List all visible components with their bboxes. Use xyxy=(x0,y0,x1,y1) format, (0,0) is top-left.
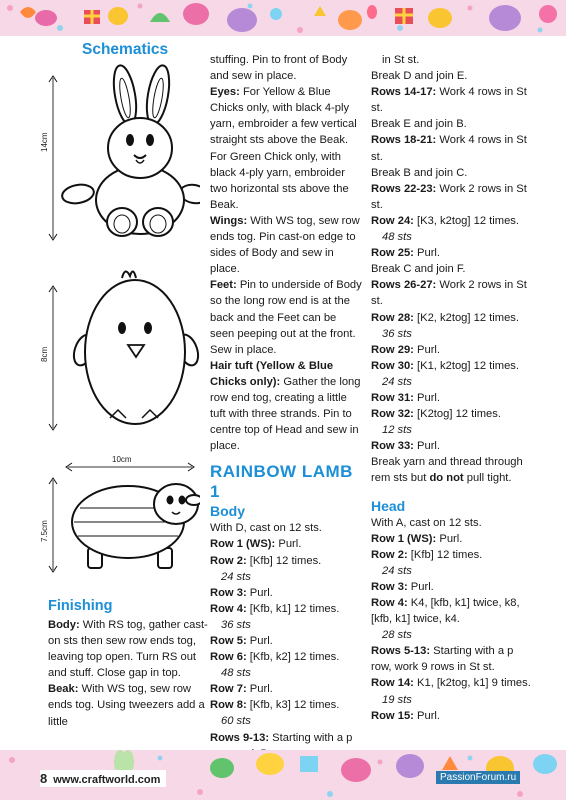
head-row-label: Row 2: xyxy=(371,548,408,561)
instruction-paragraph-label: Wings: xyxy=(210,214,248,227)
head-row-label: Row 3: xyxy=(371,580,408,593)
lamb-schematic xyxy=(49,463,200,572)
head-row-text: Purl. xyxy=(407,580,434,593)
body-row xyxy=(371,310,531,326)
body-row-label: Rows 26-27: xyxy=(371,279,437,292)
body-row xyxy=(371,165,531,181)
instruction-paragraph xyxy=(210,358,362,455)
body-row-label: Row 7: xyxy=(210,683,247,696)
finishing-heading: Finishing xyxy=(48,598,113,614)
body-row-text: [K3, k2tog] 12 times. xyxy=(413,214,519,227)
stitch-count xyxy=(371,229,531,245)
stitch-count-value: 48 sts xyxy=(221,667,251,680)
lamb-body-continued xyxy=(371,52,531,487)
head-row xyxy=(371,579,531,595)
stitch-count xyxy=(371,627,531,643)
body-row-label: Row 6: xyxy=(210,651,247,664)
stitch-count-value: 24 sts xyxy=(221,570,251,583)
instruction-paragraph-label: Eyes: xyxy=(210,86,240,99)
body-row xyxy=(210,633,362,649)
body-row xyxy=(210,553,362,569)
head-row xyxy=(371,675,531,691)
body-row-text: Purl. xyxy=(413,247,441,260)
head-row-label: Row 4: xyxy=(371,597,408,609)
body-row-label: Row 5: xyxy=(210,635,247,647)
instruction-paragraph-text: For Yellow & Blue Chicks only, with black 4-ply yarn, embroider a few vertical straight sts above the Beak. For Green Chick only, with black 4-ply yarn, embroider two horizontal sts above the Beak. xyxy=(210,86,357,211)
body-row-text: Break D and join E. xyxy=(371,70,468,83)
body-row-text: [K2tog] 12 times. xyxy=(413,408,501,421)
head-row-text: K1, [k2tog, k1] 9 times. xyxy=(413,677,531,690)
body-row-label: Row 24: xyxy=(371,214,414,227)
schematics-heading: Schematics xyxy=(82,41,169,58)
body-row-text: [Kfb, k2] 12 times. xyxy=(246,651,340,664)
body-row-text: Break yarn and thread through rem sts but xyxy=(371,456,523,485)
instructions-column-3 xyxy=(371,52,531,724)
finishing-paragraph xyxy=(48,681,208,729)
schematics-illustrations xyxy=(30,60,200,580)
body-row-label: Row 1 (WS): xyxy=(210,538,276,551)
body-row xyxy=(371,277,531,309)
body-row-label: Row 31: xyxy=(371,391,414,404)
lamb-height-label: 7.5cm xyxy=(40,520,49,542)
head-row-text: [Kfb] 12 times. xyxy=(407,548,483,561)
body-row-text: Work 2 rows in St st. xyxy=(371,279,527,308)
nursery-pattern-illustration xyxy=(0,0,566,36)
head-row-text: Starting with a p row, work 9 rows in St st. xyxy=(371,645,514,674)
finishing-paragraph-text: With RS tog, gather cast-on sts then sew row ends tog, leaving top open. Turn RS out and stuff. Close gap in top. xyxy=(48,619,208,680)
head-row xyxy=(371,708,531,724)
body-row xyxy=(371,261,531,277)
stitch-count xyxy=(371,422,531,438)
body-row xyxy=(371,84,531,116)
body-row-text: [K2, k2tog] 12 times. xyxy=(413,311,519,324)
body-row-label: Row 4: xyxy=(210,602,247,615)
body-row xyxy=(210,681,362,697)
head-row xyxy=(371,531,531,547)
head-row-text: Purl. xyxy=(436,532,463,545)
instruction-paragraph xyxy=(210,84,362,213)
body-row-label: Row 33: xyxy=(371,440,414,453)
body-row-label: Rows 22-23: xyxy=(371,182,437,195)
stitch-count xyxy=(371,692,531,708)
instruction-paragraph-text: With WS tog, sew row ends tog. Pin cast-on edge to sides of Body and sew in place. xyxy=(210,214,360,276)
stitch-count-value: 19 sts xyxy=(382,693,412,706)
body-row-label: Row 2: xyxy=(210,554,247,567)
body-row xyxy=(371,213,531,229)
body-row-text: Purl. xyxy=(413,391,441,404)
body-row-text: Break B and join C. xyxy=(371,166,468,179)
instructions-column-2 xyxy=(210,52,362,762)
body-row-label: Rows 14-17: xyxy=(371,86,437,99)
lamb-head-instructions xyxy=(371,515,531,724)
body-row-text: Break C and join F. xyxy=(371,263,466,276)
body-row-text: [Kfb] 12 times. xyxy=(246,554,322,567)
body-row xyxy=(210,649,362,665)
body-row-text: Starting with a p xyxy=(272,731,353,744)
body-row-label: Row 30: xyxy=(371,359,414,372)
instruction-paragraph-label: Feet: xyxy=(210,279,237,292)
bunny-height-label: 14cm xyxy=(40,132,49,152)
body-row-text: Purl. xyxy=(246,586,273,599)
watermark: PassionForum.ru xyxy=(436,771,520,784)
stitch-count-value: 48 sts xyxy=(382,231,412,244)
body-intro: With D, cast on 12 sts. xyxy=(210,522,322,535)
body-row xyxy=(371,390,531,406)
page-footer xyxy=(40,770,166,787)
stitch-count-value: 28 sts xyxy=(382,629,412,642)
body-row-label: Rows 9-13: xyxy=(210,731,270,744)
stitch-count xyxy=(210,713,362,729)
stitch-count-value: 12 sts xyxy=(382,424,412,437)
body-row-text: Break E and join B. xyxy=(371,118,467,131)
body-row-text: Purl. xyxy=(275,538,302,551)
body-row-label: Rows 18-21: xyxy=(371,134,437,147)
lamb-body-instructions xyxy=(210,520,362,761)
body-row-label: Row 3: xyxy=(210,586,247,599)
stitch-count-value: 36 sts xyxy=(221,618,251,631)
body-row xyxy=(210,536,362,552)
head-row-text: Purl. xyxy=(413,709,441,722)
instruction-paragraph-text: stuffing. Pin to front of Body and sew in place. xyxy=(210,54,348,83)
body-row-text: Purl. xyxy=(413,343,441,356)
chick-finishing-text xyxy=(210,52,362,454)
body-row xyxy=(371,406,531,422)
head-row-label: Row 15: xyxy=(371,709,414,722)
website-link[interactable]: www.craftworld.com xyxy=(53,774,161,786)
body-row xyxy=(371,245,531,261)
stitch-count-value: 60 sts xyxy=(221,715,251,728)
instruction-paragraph-text: Gather the long row end tog, creating a little tuft with three strands. Pin to centre top of Head and sew in place. xyxy=(210,375,361,453)
head-row-label: Rows 5-13: xyxy=(371,645,431,658)
stitch-count xyxy=(210,665,362,681)
body-row xyxy=(210,601,362,617)
instruction-paragraph xyxy=(210,213,362,277)
body-row-label: Row 25: xyxy=(371,247,414,260)
body-row xyxy=(210,585,362,601)
instruction-paragraph-label: Hair tuft (Yellow & Blue Chicks only): xyxy=(210,359,334,388)
chick-height-label: 8cm xyxy=(40,346,49,362)
body-row-emphasis: do not xyxy=(429,472,464,485)
body-row-text: Purl. xyxy=(246,635,273,647)
head-row-label: Row 1 (WS): xyxy=(371,532,437,545)
top-decorative-banner xyxy=(0,0,566,36)
stitch-count-value: 24 sts xyxy=(382,375,412,388)
body-row-label: Row 32: xyxy=(371,408,414,421)
finishing-paragraph-text: With WS tog, sew row ends tog. Using tweezers add a little xyxy=(48,683,205,728)
finishing-paragraph-label: Beak: xyxy=(48,683,79,696)
head-row-label: Row 14: xyxy=(371,677,414,690)
body-row-text: pull tight. xyxy=(463,472,512,485)
body-row xyxy=(371,454,531,486)
head-heading: Head xyxy=(371,497,406,514)
stitch-count xyxy=(371,326,531,342)
finishing-paragraph xyxy=(48,617,208,681)
body-row-text: in St st. xyxy=(382,54,420,66)
body-row-label: Row 28: xyxy=(371,311,414,324)
head-row xyxy=(371,547,531,563)
head-row xyxy=(371,643,531,675)
body-row-text: Work 2 rows in St st. xyxy=(371,182,527,211)
instruction-paragraph xyxy=(210,52,362,84)
body-row-text: Work 4 rows in St st. xyxy=(371,86,527,115)
lamb-width-label: 10cm xyxy=(112,455,132,464)
body-row xyxy=(210,697,362,713)
body-row-text: Purl. xyxy=(413,440,441,453)
finishing-text xyxy=(48,617,208,730)
body-row xyxy=(371,52,531,68)
finishing-paragraph-label: Body: xyxy=(48,619,80,631)
body-row xyxy=(371,358,531,374)
stitch-count xyxy=(371,563,531,579)
chick-schematic xyxy=(49,271,200,430)
instruction-paragraph-text: Pin to underside of Body so the long row end is at the back and the Feet can be seen peeping out at the front. Sew in place. xyxy=(210,279,362,356)
body-row-text: Work 4 rows in St st. xyxy=(371,134,527,163)
body-heading: Body xyxy=(210,503,245,520)
head-row-text: K4, [kfb, k1] twice, k8, [kfb, k1] twice, k4. xyxy=(371,597,520,626)
body-row-label: Row 29: xyxy=(371,343,414,356)
page-number: 8 xyxy=(40,771,48,786)
body-row xyxy=(371,342,531,358)
bunny-schematic xyxy=(49,64,200,240)
head-row xyxy=(371,595,531,627)
body-row xyxy=(371,68,531,84)
instruction-paragraph xyxy=(210,277,362,357)
stitch-count xyxy=(210,569,362,585)
stitch-count-value: 36 sts xyxy=(382,327,412,340)
body-row-label: Row 8: xyxy=(210,699,247,712)
body-row-text: [Kfb, k1] 12 times. xyxy=(246,602,340,615)
stitch-count xyxy=(371,374,531,390)
body-row-text: [Kfb, k3] 12 times. xyxy=(246,699,340,712)
stitch-count-value: 24 sts xyxy=(382,564,412,577)
body-row-text: Purl. xyxy=(246,683,273,696)
rainbow-lamb-heading: RAINBOW LAMB 1 xyxy=(210,462,353,502)
head-intro: With A, cast on 12 sts. xyxy=(371,516,482,529)
body-row xyxy=(371,181,531,213)
stitch-count xyxy=(210,617,362,633)
body-row-text: [K1, k2tog] 12 times. xyxy=(413,359,519,372)
body-row xyxy=(371,116,531,132)
body-row xyxy=(371,132,531,164)
body-row xyxy=(371,438,531,454)
